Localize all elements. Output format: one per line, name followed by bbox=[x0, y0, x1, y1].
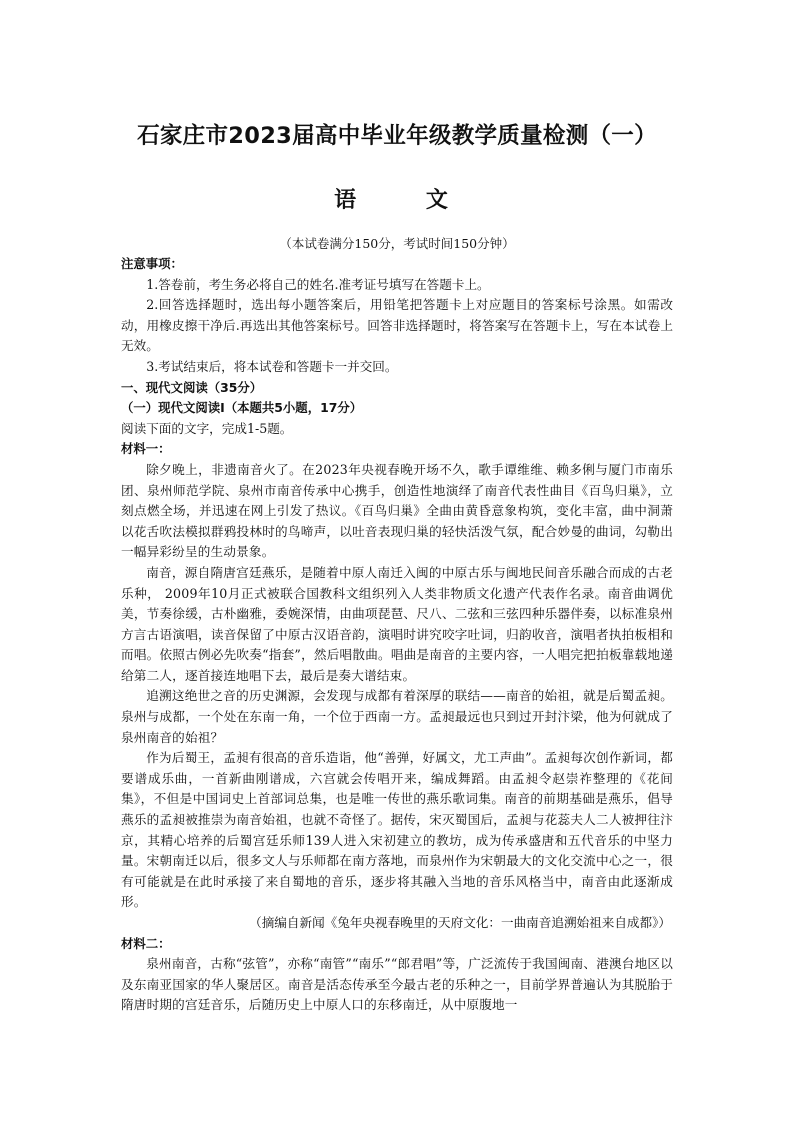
material1-paragraph-4: 作为后蜀王，孟昶有很高的音乐造诣，他“善弹，好属文，尤工声曲”。孟昶每次创作新词，都要谱成乐曲，一首新曲刚谱成，六宫就会传唱开来，编成舞蹈。由孟昶令赵崇祚整理的《花间集》，不但是中国词史上首部词总集，也是唯一传世的燕乐歌词集。南音的前期基础是燕乐，倡导燕乐的孟昶被推崇为南音始祖，也就不奇怪了。据传，宋灭蜀国后，孟昶与花蕊夫人二人被押往汴京，其精心培养的后蜀宫廷乐师139人进入宋初建立的教坊，成为传承盛唐和五代音乐的中坚力量。宋朝南迁以后，很多文人与乐师都在南方落地，而泉州作为宋朝最大的文化交流中心之一，很有可能就是在此时承接了来自蜀地的音乐，逐步将其融入当地的音乐风格当中，南音由此逐渐成形。 bbox=[121, 750, 673, 910]
material1-paragraph-3: 追溯这绝世之音的历史渊源，会发现与成都有着深厚的联结——南音的始祖，就是后蜀孟昶。泉州与成都，一个处在东南一角，一个位于西南一方。孟昶最远也只到过开封汴梁，他为何就成了泉州南音的始祖？ bbox=[121, 688, 673, 745]
exam-info: （本试卷满分150分，考试时间150分钟） bbox=[279, 236, 515, 251]
notes-item-3: 3.考试结束后，将本试卷和答题卡一并交回。 bbox=[146, 358, 398, 374]
material1-paragraph-2: 南音，源自隋唐宫廷燕乐，是随着中原人南迁入闽的中原古乐与闽地民间音乐融合而成的古老乐种， 2009年10月正式被联合国教科文组织列入人类非物质文化遗产代表作名录。南音曲调优美，节奏徐缓，古朴幽雅，委婉深情，由曲项琵琶、尺八、二弦和三弦四种乐器伴奏，以标准泉州方言古语演唱，读音保留了中原古汉语音韵，演唱时讲究咬字吐词，归韵收音，演唱者执拍板相和而唱。依照古例必先吹奏“指套”，然后唱散曲。唱曲是南音的主要内容，一人唱完把拍板靠载地递给第二人，逐首接连地唱下去，最后是奏大谱结束。 bbox=[121, 564, 673, 683]
reading-instruction: 阅读下面的文字，完成1-5题。 bbox=[121, 420, 293, 436]
material1-source: （摘编自新闻《兔年央视春晚里的天府文化：一曲南音追溯始祖来自成都》） bbox=[249, 915, 671, 930]
material1-paragraph-1: 除夕晚上，非遗南音火了。在2023年央视春晚开场不久，歌手谭维维、赖多俐与厦门市南乐团、泉州师范学院、泉州市南音传承中心携手，创造性地演绎了南音代表性曲目《百鸟归巢》，立刻点燃全场，并迅速在网上引发了热议。《百鸟归巢》全曲由黄昏意象构筑，变化丰富，曲中洞萧以花舌吹法模拟群鸦投林时的鸟啼声，以吐音表现归巢的轻快活泼气氛，配合妙曼的曲词，勾勒出一幅异彩纷呈的生动景象。 bbox=[121, 461, 673, 560]
subject-title: 语 文 bbox=[334, 188, 470, 213]
subsection-heading: （一）现代文阅读Ⅰ（本题共5小题，17分） bbox=[121, 400, 363, 416]
section-heading: 一、现代文阅读（35分） bbox=[121, 379, 263, 395]
material2-paragraph-1: 泉州南音，古称“弦管”，亦称“南管”“南乐”“郎君唱”等，广泛流传于我国闽南、港澳台地区以及东南亚国家的华人聚居区。南音是活态传承至今最古老的乐种之一，目前学界普遍认为其脱胎于隋唐时期的宫廷音乐，后随历史上中原人口的东移南迁，从中原腹地一 bbox=[121, 956, 673, 1013]
notes-item-2: 2.回答选择题时，选出每小题答案后，用铅笔把答题卡上对应题目的答案标号涂黑。如需改动，用橡皮擦干净后.再选出其他答案标号。回答非选择题时，将答案写在答题卡上，写在本试卷上无效。 bbox=[121, 297, 673, 354]
material1-label: 材料一： bbox=[121, 441, 171, 457]
notes-heading: 注意事项： bbox=[121, 256, 183, 271]
notes-item-1: 1.答卷前，考生务必将自己的姓名.准考证号填写在答题卡上。 bbox=[146, 276, 490, 292]
material2-label: 材料二： bbox=[121, 935, 171, 951]
body-text bbox=[121, 254, 673, 1016]
page-title: 石家庄市2023届高中毕业年级教学质量检测（一） bbox=[137, 123, 657, 149]
